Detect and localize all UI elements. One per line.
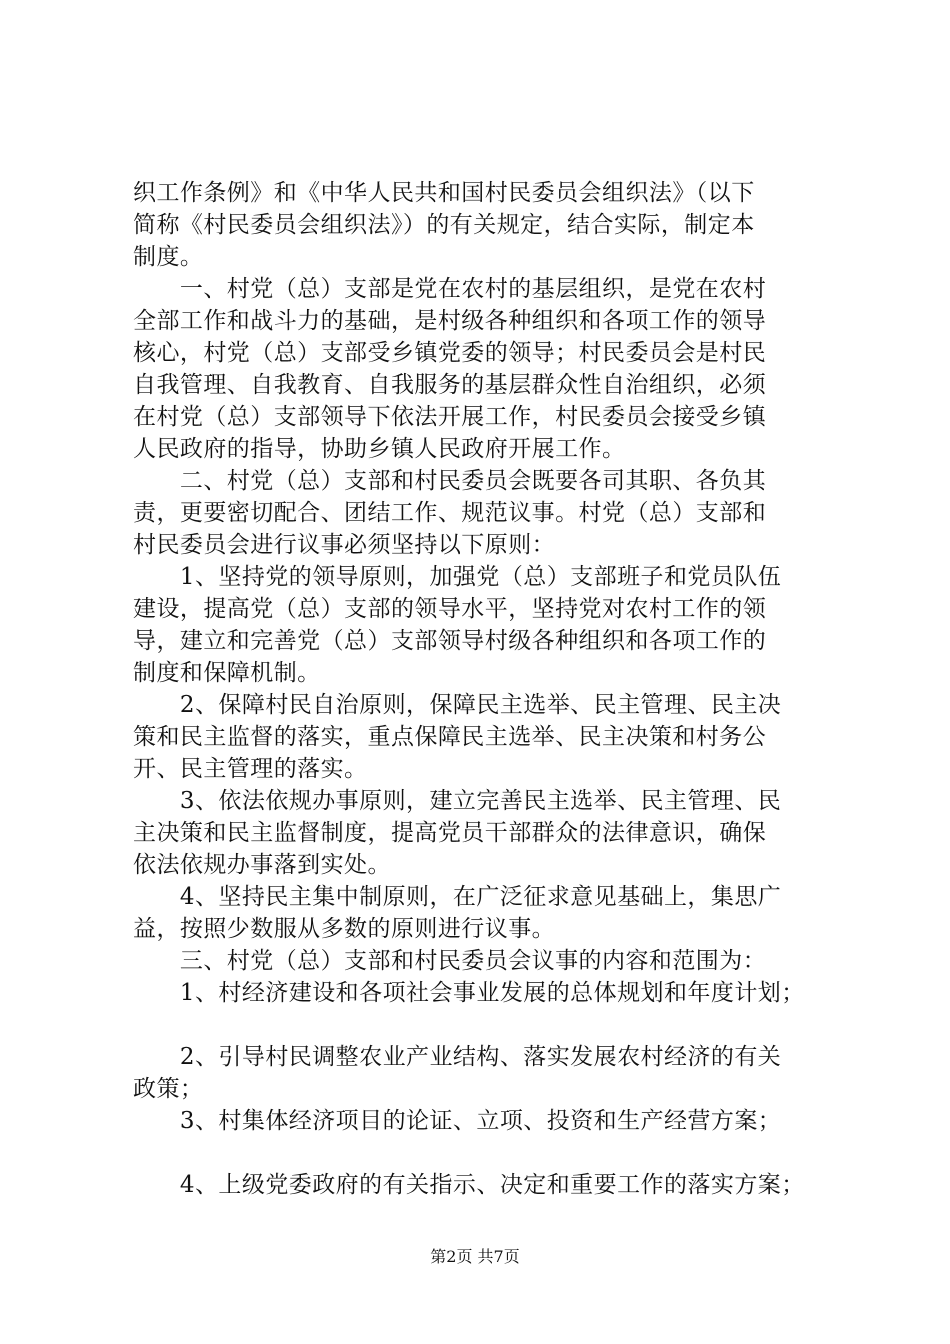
text-line: 2、引导村民调整农业产业结构、落实发展农村经济的有关 [133,1044,782,1070]
text-line: 村民委员会进行议事必须坚持以下原则： [133,532,556,558]
text-line: 4、上级党委政府的有关指示、决定和重要工作的落实方案； [133,1172,805,1198]
text-line: 自我管理、自我教育、自我服务的基层群众性自治组织，必须 [133,372,767,398]
text-line: 导，建立和完善党（总）支部领导村级各种组织和各项工作的 [133,628,767,654]
text-line: 3、依法依规办事原则，建立完善民主选举、民主管理、民 [133,788,782,814]
text-line: 制度。 [133,244,204,270]
text-line: 全部工作和战斗力的基础，是村级各种组织和各项工作的领导 [133,308,767,334]
text-line: 制度和保障机制。 [133,660,321,686]
text-line: 3、村集体经济项目的论证、立项、投资和生产经营方案； [133,1108,782,1134]
text-line: 责，更要密切配合、团结工作、规范议事。村党（总）支部和 [133,500,767,526]
text-line: 2、保障村民自治原则，保障民主选举、民主管理、民主决 [133,692,782,718]
text-line: 核心，村党（总）支部受乡镇党委的领导；村民委员会是村民 [133,340,767,366]
text-line: 一、村党（总）支部是党在农村的基层组织，是党在农村 [133,276,767,302]
text-line: 益，按照少数服从多数的原则进行议事。 [133,916,556,942]
text-line: 策和民主监督的落实，重点保障民主选举、民主决策和村务公 [133,724,767,750]
text-line: 4、坚持民主集中制原则，在广泛征求意见基础上，集思广 [133,884,782,910]
text-line: 人民政府的指导，协助乡镇人民政府开展工作。 [133,436,626,462]
text-line: 政策； [133,1076,204,1102]
text-line: 在村党（总）支部领导下依法开展工作，村民委员会接受乡镇 [133,404,767,430]
text-line: 三、村党（总）支部和村民委员会议事的内容和范围为： [133,948,767,974]
text-line: 依法依规办事落到实处。 [133,852,391,878]
text-line: 二、村党（总）支部和村民委员会既要各司其职、各负其 [133,468,767,494]
text-line: 1、坚持党的领导原则，加强党（总）支部班子和党员队伍 [133,564,782,590]
text-line: 1、村经济建设和各项社会事业发展的总体规划和年度计划； [133,980,805,1006]
text-line: 简称《村民委员会组织法》）的有关规定，结合实际，制定本 [133,212,755,238]
page-footer: 第2页 共7页 [430,1247,520,1266]
text-line: 织工作条例》和《中华人民共和国村民委员会组织法》（以下 [133,180,755,206]
text-line: 开、民主管理的落实。 [133,756,368,782]
text-line: 建设，提高党（总）支部的领导水平，坚持党对农村工作的领 [133,596,767,622]
text-line: 主决策和民主监督制度，提高党员干部群众的法律意识，确保 [133,820,767,846]
